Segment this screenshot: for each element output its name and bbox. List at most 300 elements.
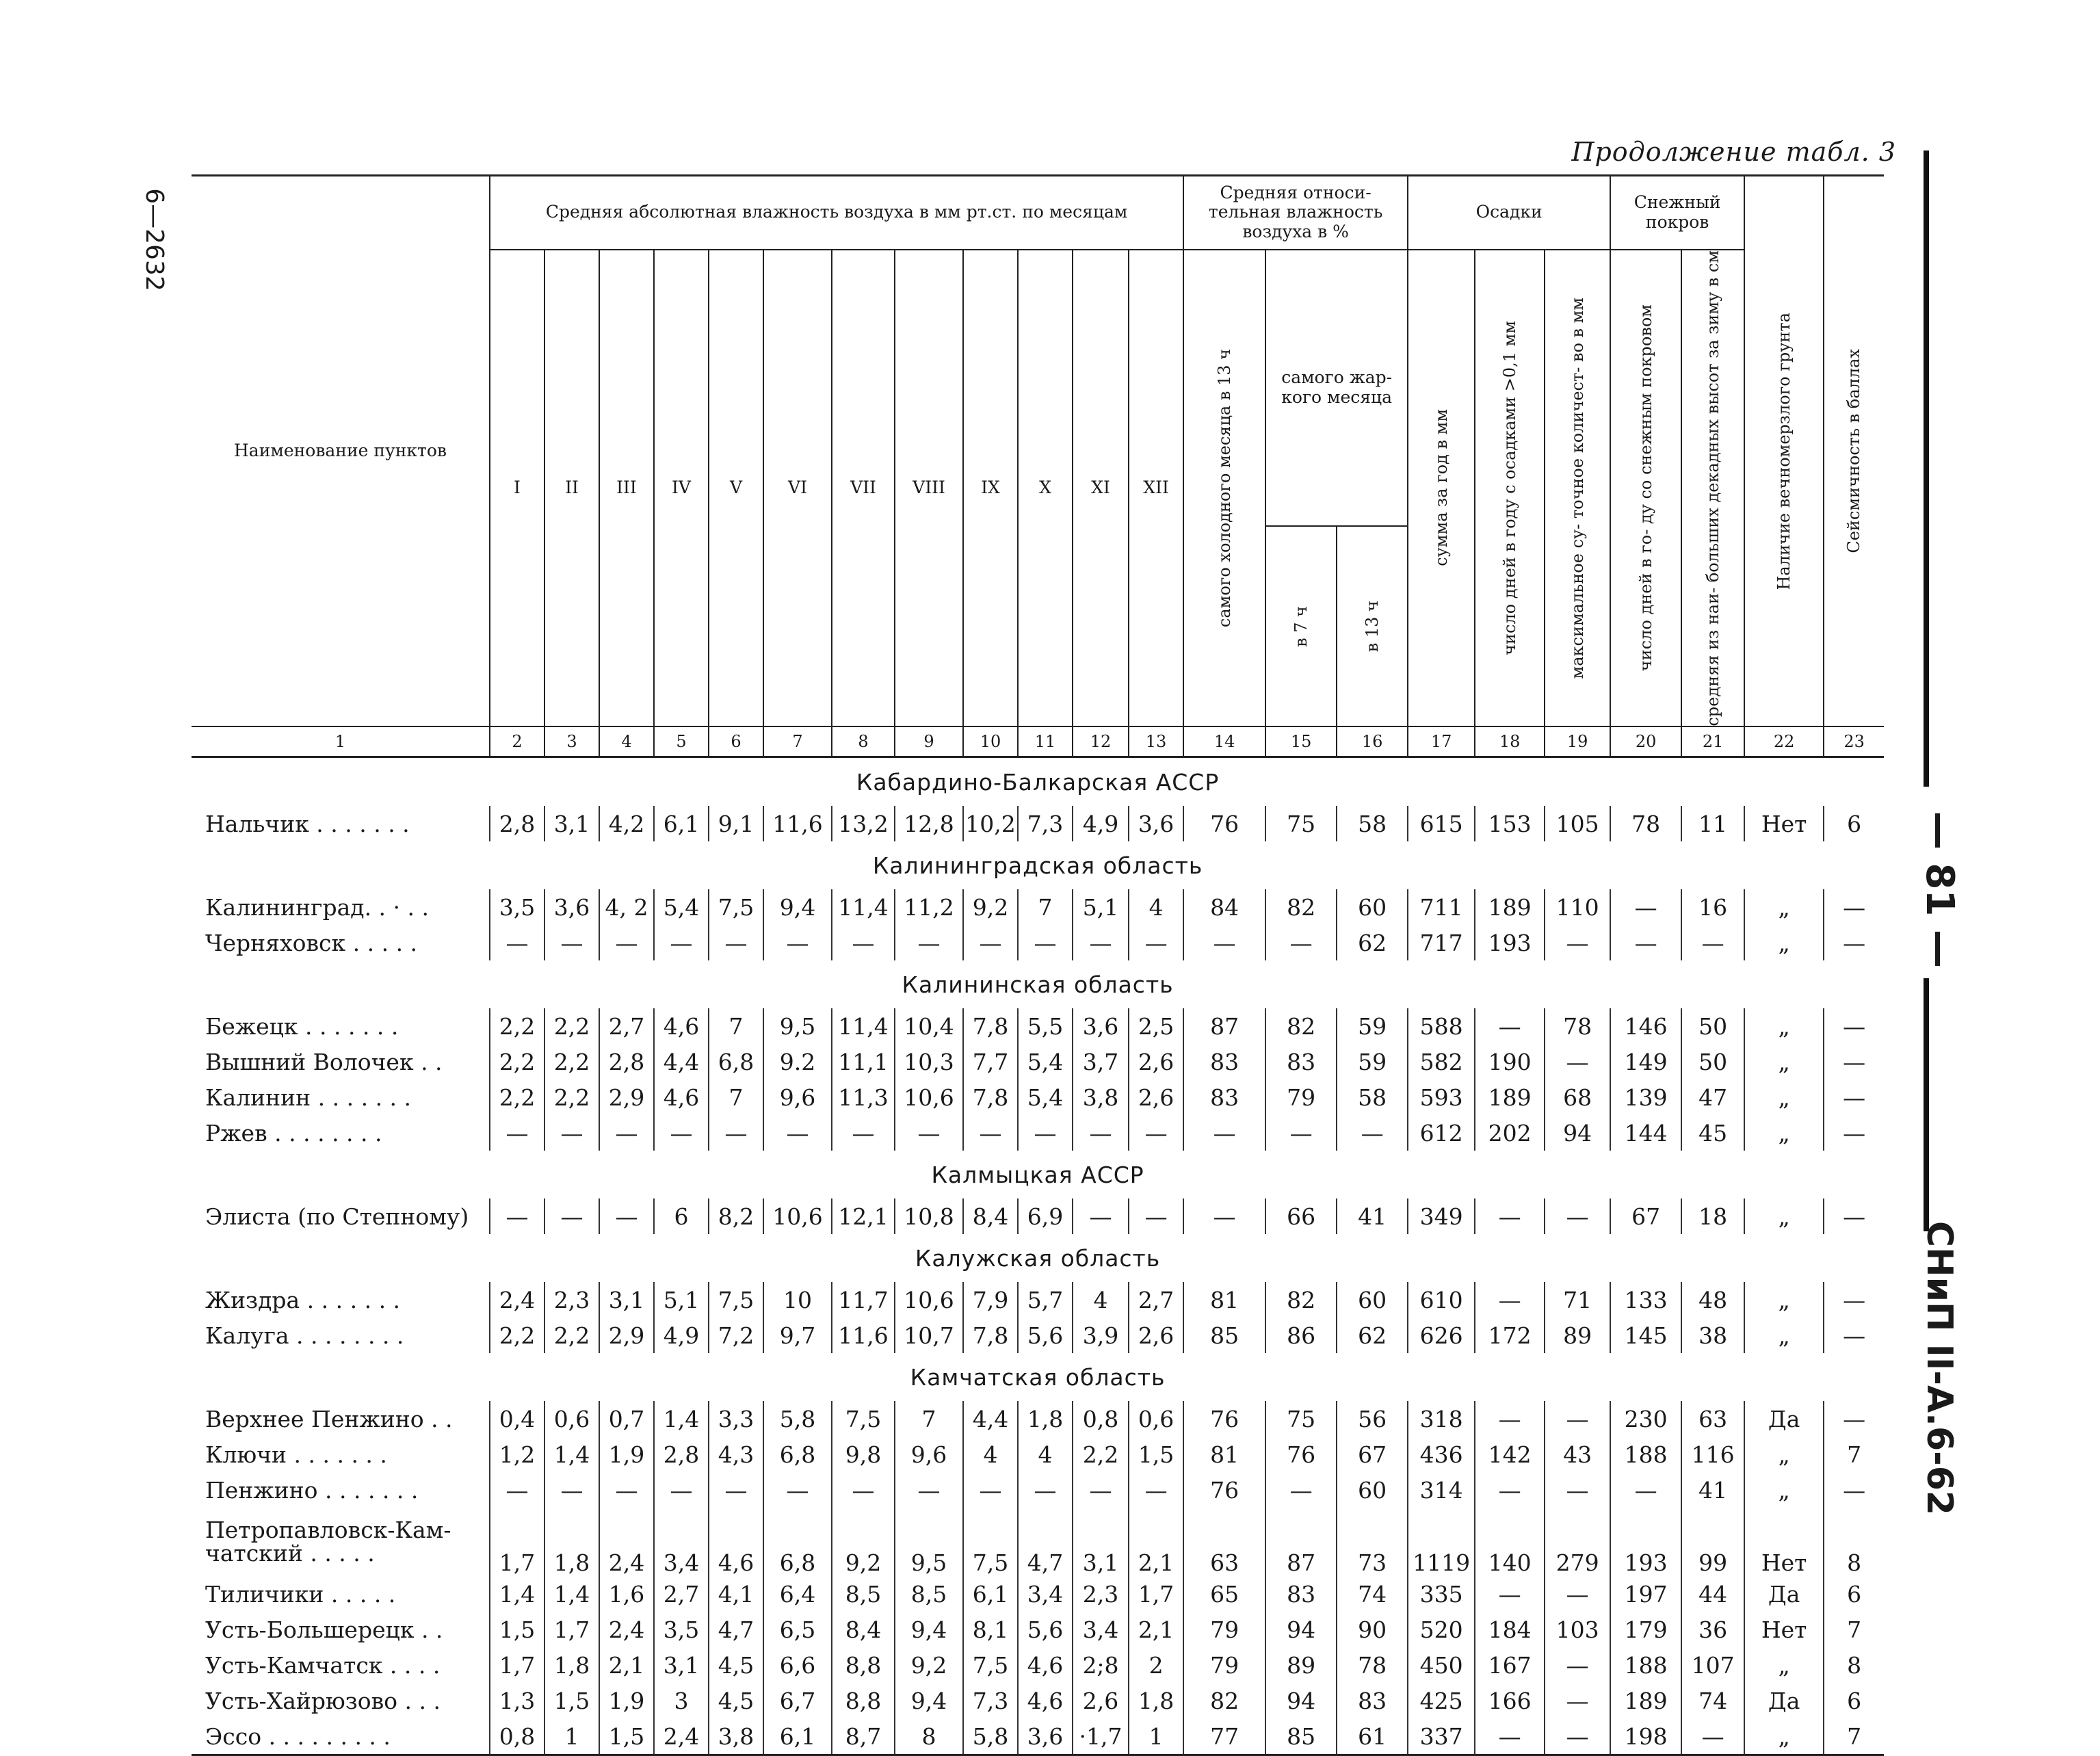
table-cell: 2,7 bbox=[654, 1576, 709, 1612]
table-cell: — bbox=[895, 1115, 963, 1151]
table-cell: 3,6 bbox=[544, 889, 599, 925]
table-cell: 7,2 bbox=[709, 1318, 763, 1353]
table-cell: 36 bbox=[1681, 1612, 1744, 1647]
table-cell: 6,8 bbox=[763, 1437, 832, 1472]
station-name: Элиста (по Степному) bbox=[205, 1203, 469, 1230]
table-cell: 58 bbox=[1337, 806, 1408, 841]
table-cell: 1,9 bbox=[599, 1683, 654, 1718]
table-cell: „ bbox=[1744, 1472, 1824, 1508]
table-cell: 41 bbox=[1337, 1198, 1408, 1234]
table-cell: 11,1 bbox=[832, 1044, 895, 1079]
table-cell: 612 bbox=[1408, 1115, 1475, 1151]
table-cell: 0,8 bbox=[1073, 1401, 1129, 1437]
table-cell: 77 bbox=[1183, 1718, 1265, 1755]
table-cell: 1,5 bbox=[490, 1612, 544, 1647]
table-cell: 7,8 bbox=[963, 1079, 1018, 1115]
table-cell: — bbox=[1824, 1472, 1884, 1508]
table-cell: 189 bbox=[1475, 889, 1545, 925]
table-cell: 74 bbox=[1337, 1576, 1408, 1612]
table-cell: — bbox=[1824, 1282, 1884, 1318]
table-cell: 1,8 bbox=[1129, 1683, 1183, 1718]
table-cell: 1,7 bbox=[1129, 1576, 1183, 1612]
column-number: 18 bbox=[1475, 726, 1545, 757]
header-precip-max: максимальное су- точное количест- во в мм bbox=[1545, 250, 1610, 727]
table-cell: 146 bbox=[1610, 1008, 1681, 1044]
table-cell: — bbox=[1073, 1198, 1129, 1234]
table-cell: 314 bbox=[1408, 1472, 1475, 1508]
table-cell: 7,5 bbox=[832, 1401, 895, 1437]
table-cell: — bbox=[709, 1472, 763, 1508]
table-cell: 60 bbox=[1337, 889, 1408, 925]
table-cell: 79 bbox=[1265, 1079, 1337, 1115]
table-cell: 12,1 bbox=[832, 1198, 895, 1234]
section-title: Калужская область bbox=[915, 1244, 1161, 1272]
table-cell: 82 bbox=[1183, 1683, 1265, 1718]
column-number: 20 bbox=[1610, 726, 1681, 757]
table-cell: 105 bbox=[1545, 806, 1610, 841]
column-number: 9 bbox=[895, 726, 963, 757]
table-cell: 1,6 bbox=[599, 1576, 654, 1612]
table-cell: — bbox=[599, 1198, 654, 1234]
table-cell: 4,9 bbox=[1073, 806, 1129, 841]
table-cell: 9,5 bbox=[895, 1508, 963, 1576]
table-cell: 2,4 bbox=[654, 1718, 709, 1755]
table-cell: „ bbox=[1744, 1008, 1824, 1044]
table-cell: Нет bbox=[1744, 1508, 1824, 1576]
table-cell: 5,5 bbox=[1018, 1008, 1073, 1044]
table-cell: 9,2 bbox=[963, 889, 1018, 925]
table-cell: 11,6 bbox=[763, 806, 832, 841]
table-cell: 1,2 bbox=[490, 1437, 544, 1472]
header-month-10: X bbox=[1018, 250, 1073, 727]
table-cell: — bbox=[1545, 1683, 1610, 1718]
table-cell: 76 bbox=[1265, 1437, 1337, 1472]
table-cell: 8,5 bbox=[895, 1576, 963, 1612]
table-cell: 172 bbox=[1475, 1318, 1545, 1353]
table-cell: 89 bbox=[1265, 1647, 1337, 1683]
table-row bbox=[192, 1576, 1884, 1612]
table-cell: 79 bbox=[1183, 1647, 1265, 1683]
section-title: Камчатская область bbox=[910, 1363, 1166, 1391]
table-cell: „ bbox=[1744, 1079, 1824, 1115]
table-cell: 8,5 bbox=[832, 1576, 895, 1612]
table-cell: 3,1 bbox=[1073, 1508, 1129, 1576]
table-cell: 2,8 bbox=[490, 806, 544, 841]
page-number bbox=[1902, 811, 1977, 968]
margin-rule-top bbox=[1924, 150, 1929, 787]
table-cell: 198 bbox=[1610, 1718, 1681, 1755]
table-cell: 717 bbox=[1408, 925, 1475, 960]
table-cell: 6 bbox=[1824, 1683, 1884, 1718]
table-cell: 76 bbox=[1183, 806, 1265, 841]
table-cell: 73 bbox=[1337, 1508, 1408, 1576]
table-cell: 193 bbox=[1475, 925, 1545, 960]
table-cell: 2,4 bbox=[599, 1612, 654, 1647]
table-cell: 3,4 bbox=[654, 1508, 709, 1576]
table-cell: 1,5 bbox=[1129, 1437, 1183, 1472]
table-cell: 7,5 bbox=[963, 1647, 1018, 1683]
table-cell: 110 bbox=[1545, 889, 1610, 925]
table-cell: 10,6 bbox=[895, 1079, 963, 1115]
table-cell: 8 bbox=[1824, 1647, 1884, 1683]
section-title: Калининградская область bbox=[872, 852, 1203, 879]
table-cell: 1,8 bbox=[1018, 1401, 1073, 1437]
table-cell: 62 bbox=[1337, 925, 1408, 960]
table-cell: 197 bbox=[1610, 1576, 1681, 1612]
table-cell: „ bbox=[1744, 1044, 1824, 1079]
table-cell: — bbox=[1129, 1198, 1183, 1234]
table-row bbox=[192, 1079, 1884, 1115]
table-cell: 1,8 bbox=[544, 1647, 599, 1683]
table-cell: — bbox=[763, 925, 832, 960]
table-cell: 230 bbox=[1610, 1401, 1681, 1437]
table-cell: — bbox=[1545, 1718, 1610, 1755]
table-cell: 10,3 bbox=[895, 1044, 963, 1079]
table-cell: 2,8 bbox=[654, 1437, 709, 1472]
table-cell: 5,4 bbox=[1018, 1079, 1073, 1115]
table-cell: — bbox=[832, 1472, 895, 1508]
section-header-row bbox=[192, 960, 1884, 1008]
table-cell: 11,7 bbox=[832, 1282, 895, 1318]
table-cell: 103 bbox=[1545, 1612, 1610, 1647]
table-cell: 43 bbox=[1545, 1437, 1610, 1472]
table-cell: 1,5 bbox=[544, 1683, 599, 1718]
table-cell: — bbox=[1018, 1472, 1073, 1508]
table-cell: 335 bbox=[1408, 1576, 1475, 1612]
table-cell: 82 bbox=[1265, 889, 1337, 925]
table-cell: 615 bbox=[1408, 806, 1475, 841]
table-cell: 3,4 bbox=[1073, 1612, 1129, 1647]
table-cell: 5,4 bbox=[654, 889, 709, 925]
table-cell: — bbox=[1610, 1472, 1681, 1508]
table-cell: 2,4 bbox=[490, 1282, 544, 1318]
table-row bbox=[192, 1508, 1884, 1576]
table-cell: — bbox=[544, 1472, 599, 1508]
header-month-9: IX bbox=[963, 250, 1018, 727]
header-name: Наименование пунктов bbox=[192, 176, 490, 727]
table-cell: 2,8 bbox=[599, 1044, 654, 1079]
table-cell: — bbox=[1824, 1044, 1884, 1079]
table-cell: 4 bbox=[1018, 1437, 1073, 1472]
table-cell: 1,3 bbox=[490, 1683, 544, 1718]
table-cell: 142 bbox=[1475, 1437, 1545, 1472]
table-cell: 582 bbox=[1408, 1044, 1475, 1079]
table-cell: 41 bbox=[1681, 1472, 1744, 1508]
column-number: 2 bbox=[490, 726, 544, 757]
header-cold-month: самого холодного месяца в 13 ч bbox=[1183, 250, 1265, 727]
table-cell: 1 bbox=[1129, 1718, 1183, 1755]
table-row bbox=[192, 1472, 1884, 1508]
table-cell: 1,4 bbox=[544, 1437, 599, 1472]
table-cell: 7,7 bbox=[963, 1044, 1018, 1079]
table-cell: 4,4 bbox=[963, 1401, 1018, 1437]
table-cell: 8,4 bbox=[832, 1612, 895, 1647]
table-cell: 8,8 bbox=[832, 1647, 895, 1683]
table-cell: — bbox=[1129, 1115, 1183, 1151]
table-cell: 626 bbox=[1408, 1318, 1475, 1353]
column-number: 17 bbox=[1408, 726, 1475, 757]
table-cell: 8 bbox=[895, 1718, 963, 1755]
margin-code bbox=[133, 185, 174, 294]
table-cell: 2,2 bbox=[490, 1044, 544, 1079]
table-cell: 7,8 bbox=[963, 1008, 1018, 1044]
table-cell: 7,5 bbox=[709, 889, 763, 925]
margin-rule-mid bbox=[1924, 978, 1929, 1231]
column-number-row bbox=[192, 726, 1884, 757]
header-precip: Осадки bbox=[1408, 176, 1610, 250]
table-cell: 81 bbox=[1183, 1282, 1265, 1318]
header-month-3: III bbox=[599, 250, 654, 727]
table-cell: — bbox=[1824, 1318, 1884, 1353]
header-month-4: IV bbox=[654, 250, 709, 727]
table-cell: 4,6 bbox=[1018, 1647, 1073, 1683]
table-cell: 75 bbox=[1265, 806, 1337, 841]
table-cell: — bbox=[599, 925, 654, 960]
table-cell: 190 bbox=[1475, 1044, 1545, 1079]
table-cell: 9,6 bbox=[763, 1079, 832, 1115]
table-cell: 202 bbox=[1475, 1115, 1545, 1151]
table-cell: 9,4 bbox=[895, 1683, 963, 1718]
table-cell: 3,6 bbox=[1129, 806, 1183, 841]
table-cell: 2,2 bbox=[544, 1318, 599, 1353]
table-cell: 78 bbox=[1337, 1647, 1408, 1683]
station-name: Бежецк . . . . . . . bbox=[205, 1012, 399, 1040]
header-at13: в 13 ч bbox=[1337, 526, 1408, 726]
table-cell: 11,4 bbox=[832, 889, 895, 925]
table-cell: 58 bbox=[1337, 1079, 1408, 1115]
table-cell: 83 bbox=[1265, 1576, 1337, 1612]
table-cell: — bbox=[1265, 925, 1337, 960]
table-row bbox=[192, 925, 1884, 960]
column-number: 22 bbox=[1744, 726, 1824, 757]
header-hot-month: самого жар- кого месяца bbox=[1265, 250, 1408, 527]
table-cell: — bbox=[544, 1115, 599, 1151]
station-name: Усть-Камчатск . . . . bbox=[205, 1651, 441, 1679]
header-month-11: XI bbox=[1073, 250, 1129, 727]
table-cell: 188 bbox=[1610, 1437, 1681, 1472]
table-cell: 6 bbox=[1824, 1576, 1884, 1612]
table-cell: Да bbox=[1744, 1576, 1824, 1612]
table-cell: 6 bbox=[1824, 806, 1884, 841]
table-cell: 5,8 bbox=[963, 1718, 1018, 1755]
table-cell: 189 bbox=[1475, 1079, 1545, 1115]
table-cell: 1119 bbox=[1408, 1508, 1475, 1576]
table-cell: 3,6 bbox=[1018, 1718, 1073, 1755]
column-number: 16 bbox=[1337, 726, 1408, 757]
table-cell: 10 bbox=[763, 1282, 832, 1318]
table-cell: 82 bbox=[1265, 1008, 1337, 1044]
table-cell: 9,5 bbox=[763, 1008, 832, 1044]
table-cell: 76 bbox=[1183, 1472, 1265, 1508]
table-cell: — bbox=[1681, 1718, 1744, 1755]
table-cell: — bbox=[1545, 1576, 1610, 1612]
station-name: Калининград. . · . . bbox=[205, 893, 429, 921]
table-cell: „ bbox=[1744, 1437, 1824, 1472]
table-cell: Да bbox=[1744, 1401, 1824, 1437]
table-cell: 8,4 bbox=[963, 1198, 1018, 1234]
table-cell: 179 bbox=[1610, 1612, 1681, 1647]
table-cell: 7,8 bbox=[963, 1318, 1018, 1353]
table-cell: — bbox=[1129, 1472, 1183, 1508]
table-cell: — bbox=[1545, 1044, 1610, 1079]
table-row bbox=[192, 1282, 1884, 1318]
table-cell: 84 bbox=[1183, 889, 1265, 925]
column-number: 5 bbox=[654, 726, 709, 757]
header-abs-humidity: Средняя абсолютная влажность воздуха в мм рт.ст. по месяцам bbox=[490, 176, 1183, 250]
table-cell: 71 bbox=[1545, 1282, 1610, 1318]
table-cell: 16 bbox=[1681, 889, 1744, 925]
table-cell: — bbox=[963, 925, 1018, 960]
table-cell: 67 bbox=[1337, 1437, 1408, 1472]
table-cell: 7 bbox=[895, 1401, 963, 1437]
header-month-12: XII bbox=[1129, 250, 1183, 727]
station-name: Пенжино . . . . . . . bbox=[205, 1476, 419, 1504]
table-cell: 10,8 bbox=[895, 1198, 963, 1234]
table-cell: 4, 2 bbox=[599, 889, 654, 925]
table-cell: 5,4 bbox=[1018, 1044, 1073, 1079]
table-cell: 0,6 bbox=[1129, 1401, 1183, 1437]
table-cell: 6,9 bbox=[1018, 1198, 1073, 1234]
table-cell: 3,7 bbox=[1073, 1044, 1129, 1079]
table-cell: — bbox=[895, 925, 963, 960]
table-cell: — bbox=[490, 1472, 544, 1508]
section-header-row bbox=[192, 1353, 1884, 1401]
table-cell: 4 bbox=[963, 1437, 1018, 1472]
table-cell: „ bbox=[1744, 889, 1824, 925]
table-cell: 3,5 bbox=[490, 889, 544, 925]
table-cell: — bbox=[1018, 1115, 1073, 1151]
table-cell: — bbox=[1610, 889, 1681, 925]
header-seismic: Сейсмичность в баллах bbox=[1824, 176, 1884, 727]
table-cell: 3,8 bbox=[709, 1718, 763, 1755]
table-cell: 193 bbox=[1610, 1508, 1681, 1576]
station-name: Жиздра . . . . . . . bbox=[205, 1286, 401, 1313]
table-cell: 76 bbox=[1183, 1401, 1265, 1437]
table-cell: 47 bbox=[1681, 1079, 1744, 1115]
table-cell: 67 bbox=[1610, 1198, 1681, 1234]
table-cell: Нет bbox=[1744, 806, 1824, 841]
table-cell: 4,6 bbox=[654, 1008, 709, 1044]
table-row bbox=[192, 1647, 1884, 1683]
table-cell: — bbox=[1475, 1401, 1545, 1437]
station-name: Ключи . . . . . . . bbox=[205, 1441, 387, 1468]
table-cell: 83 bbox=[1183, 1079, 1265, 1115]
table-cell: 588 bbox=[1408, 1008, 1475, 1044]
table-cell: 5,7 bbox=[1018, 1282, 1073, 1318]
table-cell: 7 bbox=[1824, 1612, 1884, 1647]
station-name: Калинин . . . . . . . bbox=[205, 1084, 412, 1111]
table-cell: 87 bbox=[1265, 1508, 1337, 1576]
column-number: 7 bbox=[763, 726, 832, 757]
table-cell: 4 bbox=[1073, 1282, 1129, 1318]
table-cell: 8,7 bbox=[832, 1718, 895, 1755]
table-cell: 5,8 bbox=[763, 1401, 832, 1437]
table-cell: — bbox=[599, 1472, 654, 1508]
table-cell: 74 bbox=[1681, 1683, 1744, 1718]
table-cell: 2,2 bbox=[544, 1044, 599, 1079]
table-cell: 3,1 bbox=[544, 806, 599, 841]
table-cell: 2,6 bbox=[1129, 1044, 1183, 1079]
table-cell: 12,8 bbox=[895, 806, 963, 841]
table-cell: — bbox=[654, 925, 709, 960]
table-cell: 75 bbox=[1265, 1401, 1337, 1437]
column-number: 14 bbox=[1183, 726, 1265, 757]
table-cell: 133 bbox=[1610, 1282, 1681, 1318]
column-number: 10 bbox=[963, 726, 1018, 757]
table-cell: 11,2 bbox=[895, 889, 963, 925]
table-cell: „ bbox=[1744, 1198, 1824, 1234]
table-cell: — bbox=[544, 925, 599, 960]
table-cell: 7,9 bbox=[963, 1282, 1018, 1318]
table-cell: 82 bbox=[1265, 1282, 1337, 1318]
table-cell: 450 bbox=[1408, 1647, 1475, 1683]
table-cell: 2,2 bbox=[544, 1008, 599, 1044]
table-cell: 337 bbox=[1408, 1718, 1475, 1755]
table-cell: 0,8 bbox=[490, 1718, 544, 1755]
table-cell: 9,4 bbox=[895, 1612, 963, 1647]
table-row bbox=[192, 1198, 1884, 1234]
table-cell: 3,8 bbox=[1073, 1079, 1129, 1115]
table-row bbox=[192, 1683, 1884, 1718]
station-name: Вышний Волочек . . bbox=[205, 1048, 443, 1075]
table-cell: — bbox=[1129, 925, 1183, 960]
page-number-text: — 81 — bbox=[1917, 811, 1962, 968]
table-row bbox=[192, 889, 1884, 925]
table-cell: 9,4 bbox=[763, 889, 832, 925]
header-month-5: V bbox=[709, 250, 763, 727]
table-cell: 11,4 bbox=[832, 1008, 895, 1044]
table-cell: 7,3 bbox=[1018, 806, 1073, 841]
table-cell: 48 bbox=[1681, 1282, 1744, 1318]
table-cell: 9,2 bbox=[832, 1508, 895, 1576]
table-cell: 3,1 bbox=[599, 1282, 654, 1318]
table-cell: 5,1 bbox=[654, 1282, 709, 1318]
table-cell: 56 bbox=[1337, 1401, 1408, 1437]
table-cell: 2,1 bbox=[1129, 1508, 1183, 1576]
table-cell: 2,2 bbox=[1073, 1437, 1129, 1472]
margin-code-text: 6—2632 bbox=[140, 187, 168, 291]
table-cell: 4,9 bbox=[654, 1318, 709, 1353]
table-cell: Нет bbox=[1744, 1612, 1824, 1647]
column-number: 6 bbox=[709, 726, 763, 757]
table-cell: 4,7 bbox=[1018, 1508, 1073, 1576]
table-cell: 99 bbox=[1681, 1508, 1744, 1576]
table-cell: — bbox=[1183, 1198, 1265, 1234]
table-cell: 2,3 bbox=[1073, 1576, 1129, 1612]
station-name: Калуга . . . . . . . . bbox=[205, 1322, 404, 1349]
table-cell: 1,5 bbox=[599, 1718, 654, 1755]
table-cell: 2,3 bbox=[544, 1282, 599, 1318]
table-cell: 7 bbox=[709, 1079, 763, 1115]
table-cell: — bbox=[1475, 1198, 1545, 1234]
header-precip-days: число дней в году с осадками >0,1 мм bbox=[1475, 250, 1545, 727]
table-cell: 87 bbox=[1183, 1008, 1265, 1044]
table-cell: 2,6 bbox=[1129, 1318, 1183, 1353]
section-header-row bbox=[192, 841, 1884, 889]
table-cell: 2 bbox=[1129, 1647, 1183, 1683]
section-title: Кабардино-Балкарская АССР bbox=[856, 768, 1220, 796]
table-row bbox=[192, 1318, 1884, 1353]
table-cell: 90 bbox=[1337, 1612, 1408, 1647]
table-body bbox=[192, 757, 1884, 1756]
table-cell: 9,2 bbox=[895, 1647, 963, 1683]
table-cell: 1,4 bbox=[490, 1576, 544, 1612]
table-cell: 2,7 bbox=[1129, 1282, 1183, 1318]
table-cell: 62 bbox=[1337, 1318, 1408, 1353]
table-cell: — bbox=[1545, 1198, 1610, 1234]
table-cell: 144 bbox=[1610, 1115, 1681, 1151]
table-cell: — bbox=[1475, 1282, 1545, 1318]
